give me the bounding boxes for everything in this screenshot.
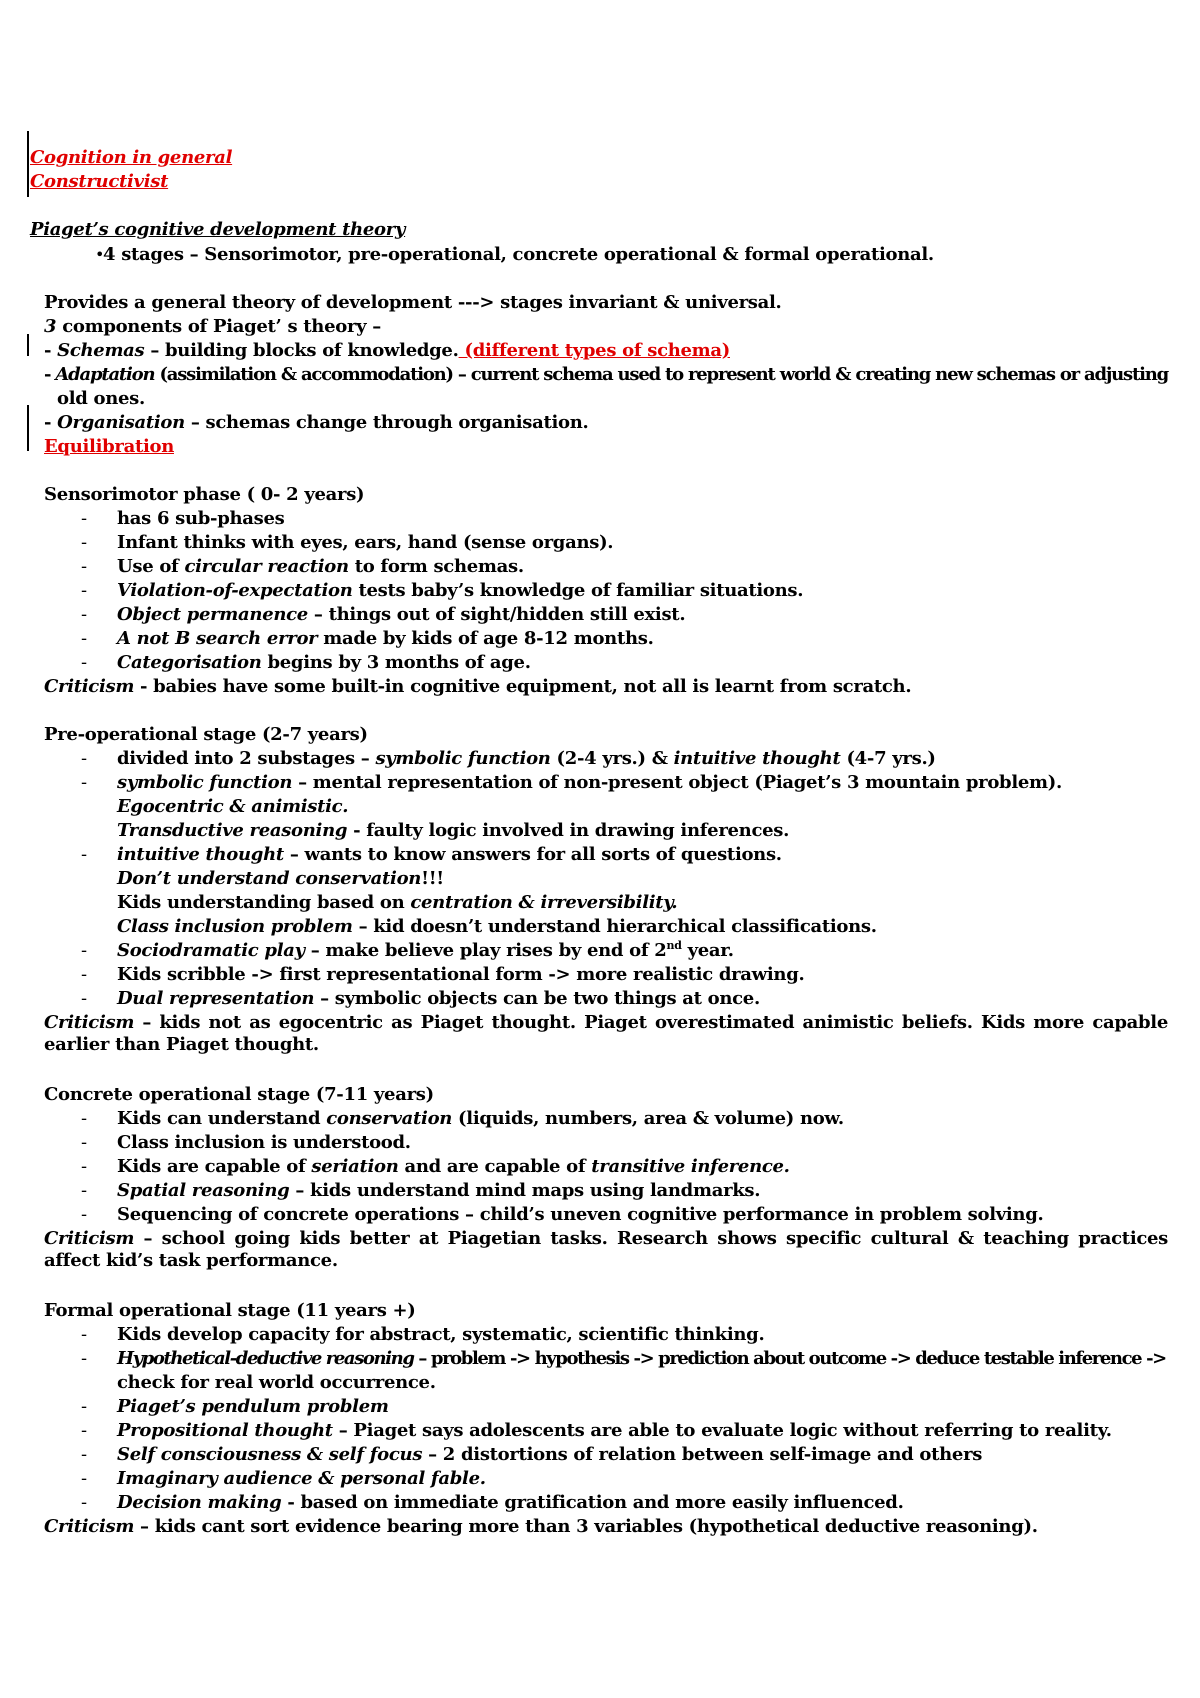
list-item: Propositional thought – Piaget says adolescents are able to evaluate logic without referring to reality.	[117, 1420, 1112, 1441]
dash-icon: -	[81, 1420, 88, 1441]
heading-cognition: Cognition in general	[30, 147, 233, 168]
list-item: Piaget’s pendulum problem	[117, 1396, 389, 1417]
list-item: Sequencing of concrete operations – child’s uneven cognitive performance in problem solving.	[117, 1204, 1044, 1225]
list-item-continuation: Class inclusion problem – kid doesn’t understand hierarchical classifications.	[117, 916, 877, 937]
dash-icon: -	[81, 508, 88, 529]
dash-icon: -	[81, 1468, 88, 1489]
list-item: Kids can understand conservation (liquids, numbers, area & volume) now.	[117, 1108, 844, 1129]
dash-icon: -	[81, 1396, 88, 1417]
general-theory-line: Provides a general theory of development ---> stages invariant & universal.	[44, 292, 782, 313]
dash-icon: -	[81, 1492, 88, 1513]
list-item: Sociodramatic play – make believe play rises by end of 2nd year.	[117, 939, 734, 961]
list-item: Kids scribble -> first representational form -> more realistic drawing.	[117, 964, 805, 985]
components-line: 3 components of Piaget’ s theory –	[44, 316, 381, 337]
dash-icon: -	[81, 964, 88, 985]
dash-icon: -	[81, 1348, 88, 1369]
equilibration-link[interactable]: Equilibration	[44, 436, 174, 457]
list-item: A not B search error made by kids of age 8-12 months.	[117, 628, 654, 649]
list-item-continuation: Transductive reasoning - faulty logic involved in drawing inferences.	[117, 820, 790, 841]
list-item-continuation: check for real world occurrence.	[117, 1372, 436, 1393]
criticism-line: Criticism – kids cant sort evidence bearing more than 3 variables (hypothetical deductive reasoning).	[44, 1516, 1038, 1537]
list-item: Use of circular reaction to form schemas.	[117, 556, 524, 577]
dash-icon: -	[81, 1444, 88, 1465]
list-item: Self consciousness & self focus – 2 distortions of relation between self-image and others	[117, 1444, 983, 1465]
list-item: Violation-of-expectation tests baby’s knowledge of familiar situations.	[117, 580, 804, 601]
list-item: has 6 sub-phases	[117, 508, 285, 529]
dash-icon: -	[81, 532, 88, 553]
list-item: Infant thinks with eyes, ears, hand (sense organs).	[117, 532, 614, 553]
dash-icon: -	[81, 748, 88, 769]
list-item: Categorisation begins by 3 months of age.	[117, 652, 531, 673]
dash-icon: -	[81, 652, 88, 673]
list-item: Object permanence – things out of sight/hidden still exist.	[117, 604, 686, 625]
list-item: Class inclusion is understood.	[117, 1132, 411, 1153]
revision-bar	[27, 334, 29, 356]
dash-icon: -	[81, 844, 88, 865]
dash-icon: -	[81, 772, 88, 793]
dash-icon: -	[81, 1324, 88, 1345]
dash-icon: -	[81, 1156, 88, 1177]
list-item: Hypothetical-deductive reasoning – problem -> hypothesis -> prediction about outcome -> deduce testable inference ->	[117, 1348, 1166, 1369]
dash-icon: -	[81, 988, 88, 1009]
list-item: Dual representation – symbolic objects can be two things at once.	[117, 988, 760, 1009]
list-item: Kids are capable of seriation and are capable of transitive inference.	[117, 1156, 790, 1177]
sensorimotor-title: Sensorimotor phase ( 0- 2 years)	[44, 484, 365, 505]
list-item: divided into 2 substages – symbolic function (2-4 yrs.) & intuitive thought (4-7 yrs.)	[117, 748, 936, 769]
list-item: Kids develop capacity for abstract, systematic, scientific thinking.	[117, 1324, 765, 1345]
stages-bullet: 4 stages – Sensorimotor, pre-operational, concrete operational & formal operational.	[103, 244, 934, 265]
list-item: Spatial reasoning – kids understand mind maps using landmarks.	[117, 1180, 761, 1201]
list-item: symbolic function – mental representation of non-present object (Piaget’s 3 mountain problem).	[117, 772, 1062, 793]
formal-title: Formal operational stage (11 years +)	[44, 1300, 416, 1321]
dash-icon: -	[81, 1108, 88, 1129]
adaptation-continuation: old ones.	[57, 388, 145, 409]
list-item-continuation: Don’t understand conservation!!!	[117, 868, 444, 889]
dash-icon: -	[81, 604, 88, 625]
preoperational-title: Pre-operational stage (2-7 years)	[44, 724, 368, 745]
heading-constructivist: Constructivist	[30, 171, 169, 192]
concrete-title: Concrete operational stage (7-11 years)	[44, 1084, 434, 1105]
list-item: Decision making - based on immediate gratification and more easily influenced.	[117, 1492, 904, 1513]
schemas-line: - Schemas – building blocks of knowledge. (different types of schema)	[44, 340, 730, 361]
adaptation-line: - Adaptation (assimilation & accommodation) – current schema used to represent world & creating new schemas or adjusting	[44, 364, 1168, 385]
revision-bar	[27, 405, 29, 451]
revision-bar	[27, 131, 29, 197]
dash-icon: -	[81, 580, 88, 601]
criticism-line: Criticism – kids not as egocentric as Piaget thought. Piaget overestimated animistic beliefs. Kids more capable earlier than Piaget thought.	[44, 1012, 1168, 1055]
dash-icon: -	[81, 940, 88, 961]
list-item: Imaginary audience & personal fable.	[117, 1468, 486, 1489]
dash-icon: -	[81, 1132, 88, 1153]
list-item-continuation: Egocentric & animistic.	[117, 796, 349, 817]
list-item: intuitive thought – wants to know answers for all sorts of questions.	[117, 844, 782, 865]
criticism-line: Criticism – school going kids better at Piagetian tasks. Research shows specific cultural & teaching practices affect kid’s task performance.	[44, 1228, 1168, 1271]
criticism-line: Criticism - babies have some built-in cognitive equipment, not all is learnt from scratch.	[44, 676, 912, 697]
schema-types-link[interactable]: (different types of schema)	[458, 340, 730, 361]
dash-icon: -	[81, 556, 88, 577]
organisation-line: - Organisation – schemas change through organisation.	[44, 412, 589, 433]
bullet-icon: •	[95, 245, 105, 264]
dash-icon: -	[81, 1180, 88, 1201]
dash-icon: -	[81, 1204, 88, 1225]
dash-icon: -	[81, 628, 88, 649]
list-item-continuation: Kids understanding based on centration & irreversibility.	[117, 892, 678, 913]
section-title-piaget: Piaget’s cognitive development theory	[30, 219, 406, 240]
